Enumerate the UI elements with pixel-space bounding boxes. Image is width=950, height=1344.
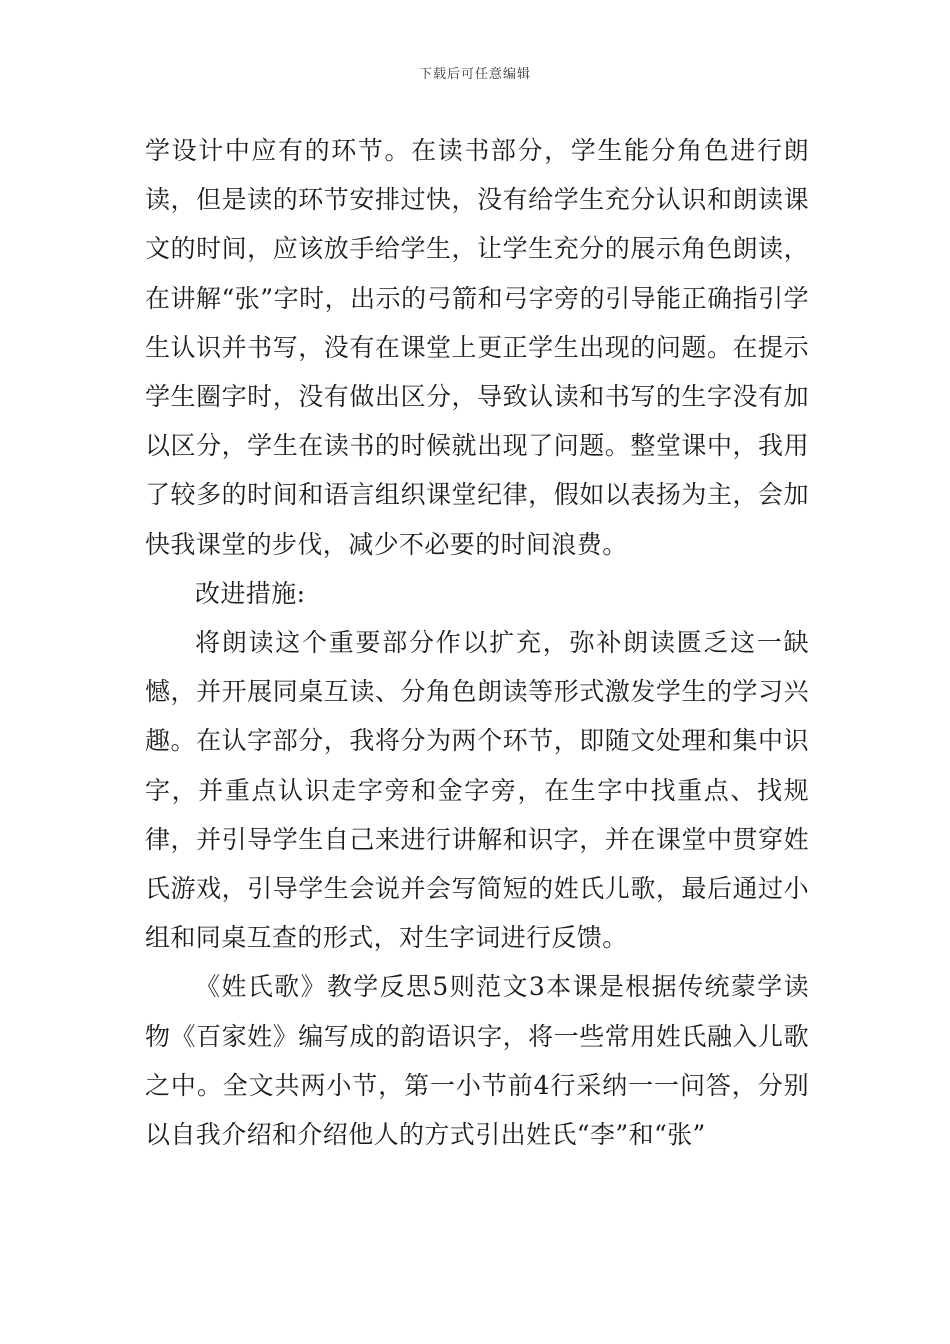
document-body bbox=[145, 126, 809, 1159]
paragraph-improvement-measures: 将朗读这个重要部分作以扩充，弥补朗读匮乏这一缺憾，并开展同桌互读、分角色朗读等形式激发学生的学习兴趣。在认字部分，我将分为两个环节，即随文处理和集中识字，并重点认识走字旁和金字旁，在生字中找重点、找规律，并引导学生自己来进行讲解和识字，并在课堂中贯穿姓氏游戏，引导学生会说并会写简短的姓氏儿歌，最后通过小组和同桌互查的形式，对生字词进行反馈。 bbox=[145, 628, 809, 953]
page-header: 下载后可任意编辑 bbox=[418, 67, 531, 82]
paragraph-improvement-heading: 改进措施: bbox=[195, 578, 306, 608]
paragraph-continuation: 学设计中应有的环节。在读书部分，学生能分角色进行朗读，但是读的环节安排过快，没有给学生充分认识和朗读课文的时间，应该放手给学生，让学生充分的展示角色朗读，在讲解“张”字时，出示的弓箭和弓字旁的引导能正确指引学生认识并书写，没有在课堂上更正学生出现的问题。在提示学生圈字时，没有做出区分，导致认读和书写的生字没有加以区分，学生在读书的时候就出现了问题。整堂课中，我用了较多的时间和语言组织课堂纪律，假如以表扬为主，会加快我课堂的步伐，减少不必要的时间浪费。 bbox=[145, 136, 809, 559]
paragraph-sample-essay: 《姓氏歌》教学反思5则范文3本课是根据传统蒙学读物《百家姓》编写成的韵语识字，将一些常用姓氏融入儿歌之中。全文共两小节，第一小节前4行采纳一一问答，分别以自我介绍和介绍他人的方式引出姓氏“李”和“张” bbox=[145, 972, 809, 1150]
